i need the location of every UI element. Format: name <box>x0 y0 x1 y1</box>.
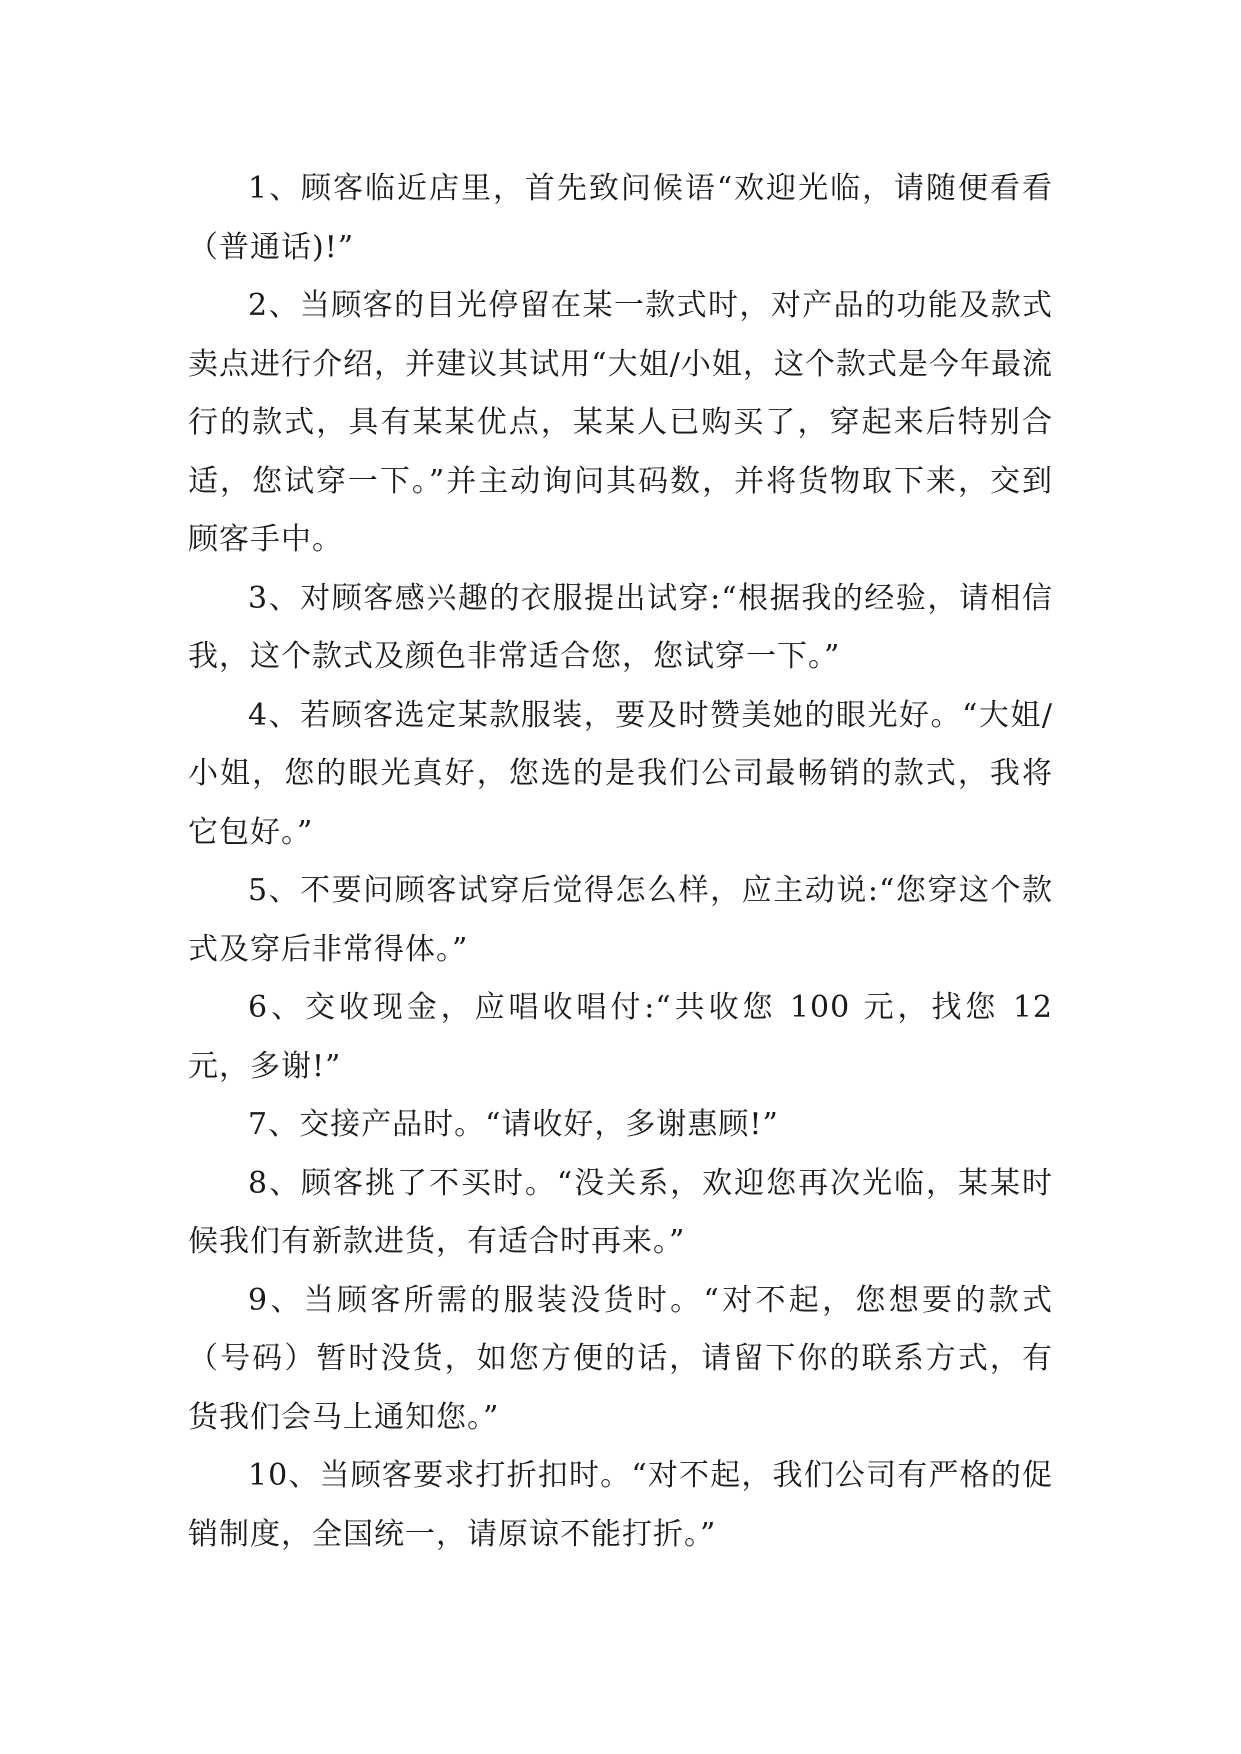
document-body <box>188 160 1053 1564</box>
paragraph-2: 2、当顾客的目光停留在某一款式时，对产品的功能及款式卖点进行介绍，并建议其试用“大姐/小姐，这个款式是今年最流行的款式，具有某某优点，某某人已购买了，穿起来后特别合适，您试穿一下。”并主动询问其码数，并将货物取下来，交到顾客手中。 <box>188 288 1053 557</box>
paragraph-1: 1、顾客临近店里，首先致问候语“欢迎光临，请随便看看（普通话)!” <box>188 171 1053 265</box>
paragraph-10: 10、当顾客要求打折扣时。“对不起，我们公司有严格的促销制度，全国统一，请原谅不能打折。” <box>188 1458 1053 1552</box>
paragraph-6: 6、交收现金，应唱收唱付:“共收您 100 元，找您 12 元，多谢!” <box>188 990 1053 1084</box>
paragraph-3: 3、对顾客感兴趣的衣服提出试穿:“根据我的经验，请相信我，这个款式及颜色非常适合您，您试穿一下。” <box>188 580 1053 674</box>
paragraph-7: 7、交接产品时。“请收好，多谢惠顾!” <box>248 1107 779 1142</box>
paragraph-9: 9、当顾客所需的服装没货时。“对不起，您想要的款式（号码）暂时没货，如您方便的话，请留下你的联系方式，有货我们会马上通知您。” <box>188 1282 1053 1435</box>
paragraph-5: 5、不要问顾客试穿后觉得怎么样，应主动说:“您穿这个款式及穿后非常得体。” <box>188 873 1053 967</box>
paragraph-8: 8、顾客挑了不买时。“没关系，欢迎您再次光临，某某时候我们有新款进货，有适合时再来。” <box>188 1165 1053 1259</box>
paragraph-4: 4、若顾客选定某款服装，要及时赞美她的眼光好。“大姐/小姐，您的眼光真好，您选的是我们公司最畅销的款式，我将它包好。” <box>188 697 1053 850</box>
